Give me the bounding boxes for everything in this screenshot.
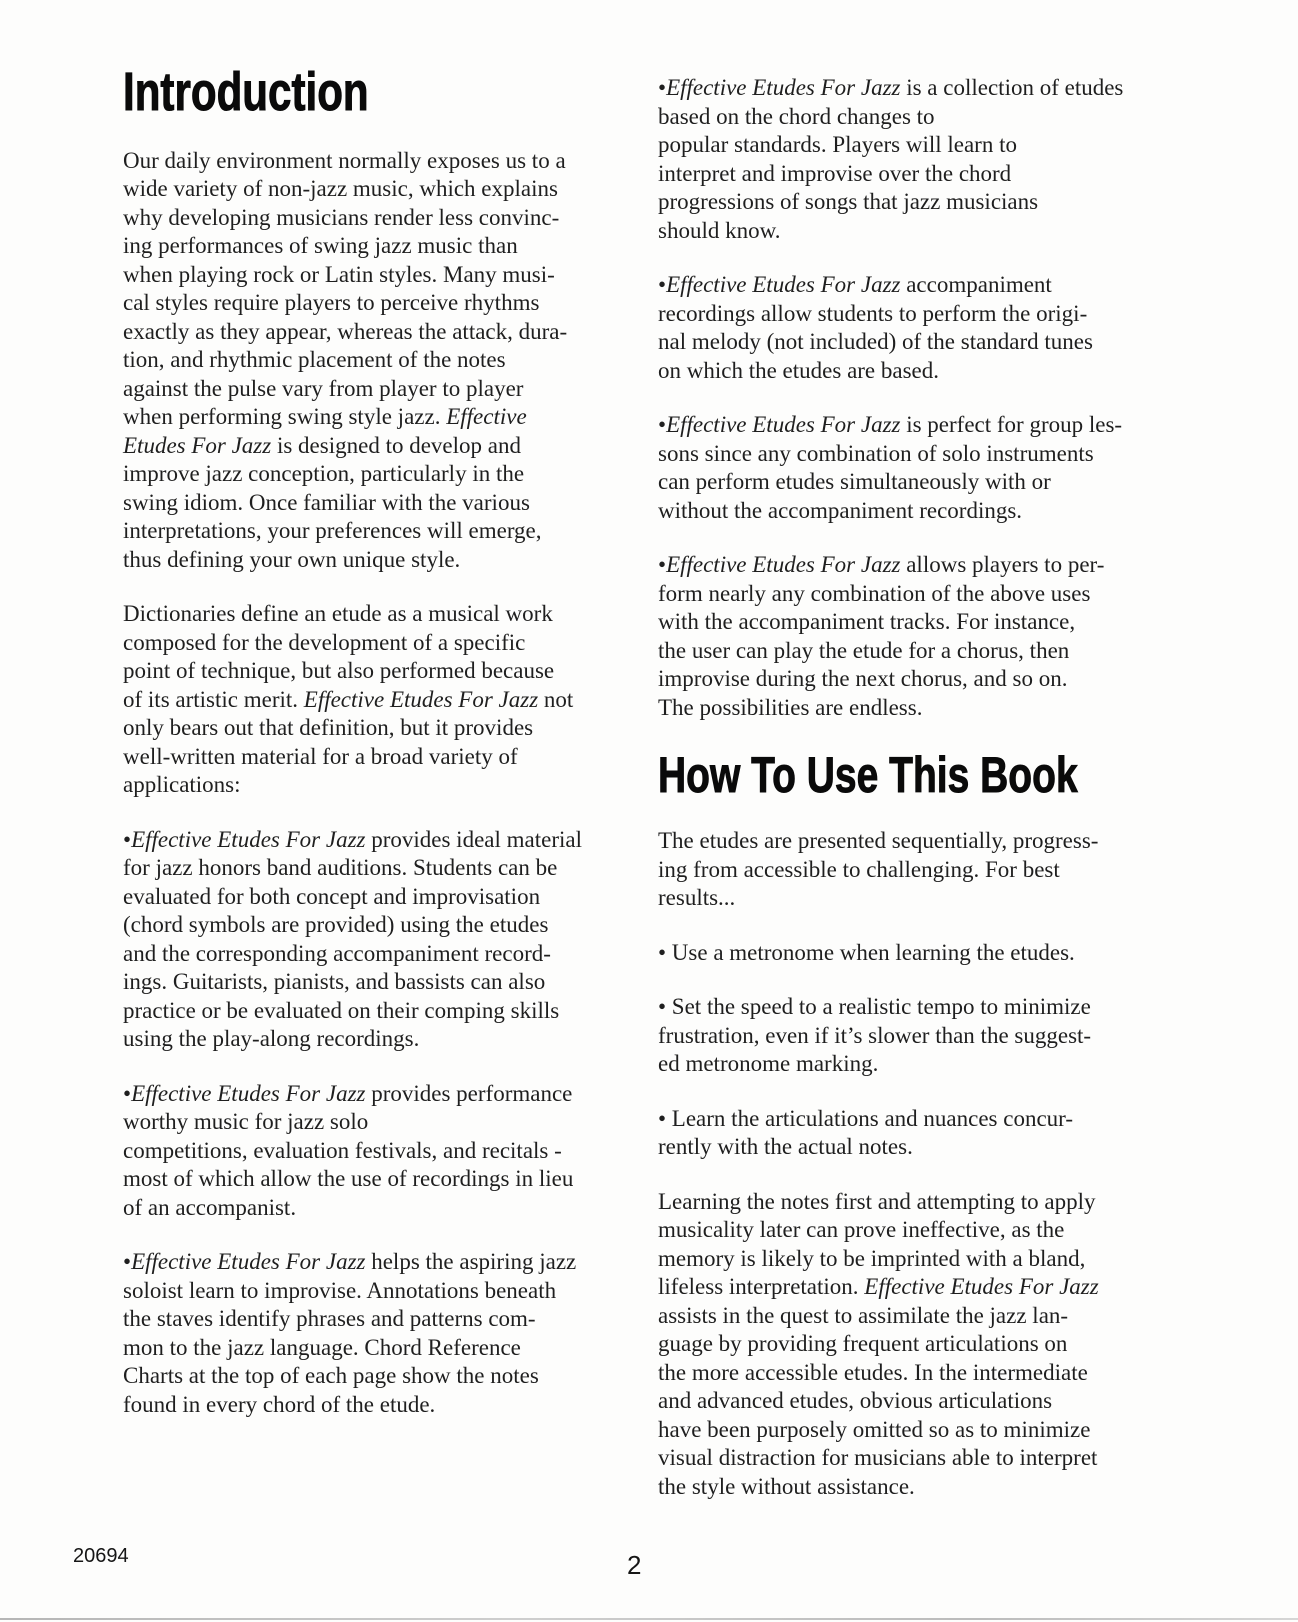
text-line: most of which allow the use of recordings in lieu [123,1166,574,1192]
text-line: worthy music for jazz solo [123,1109,369,1135]
text-line: with the accompaniment tracks. For instance, [658,609,1076,634]
text-line: why developing musicians render less convinc- [123,204,560,230]
text-line: ing from accessible to challenging. For best [658,856,1060,882]
text-line: thus defining your own unique style. [123,546,461,572]
text-line: ings. Guitarists, pianists, and bassists can also [123,969,546,995]
page-number: 2 [627,1550,642,1580]
text-line: improve jazz conception, particularly in the [123,461,525,487]
text-line: for jazz honors band auditions. Students can be [123,855,558,881]
bullet-paragraph [658,74,1148,245]
text-line: swing idiom. Once familiar with the various [123,489,530,515]
bullet-paragraph [658,411,1148,525]
text-line: recordings allow students to perform the origi- [658,300,1088,326]
text-line: and advanced etudes, obvious articulations [658,1388,1053,1413]
text-line: •Effective Etudes For Jazz is perfect for group les- [658,412,1123,437]
bullet-paragraph [123,1080,628,1223]
text-line: (chord symbols are provided) using the etudes [123,912,549,938]
text-line: of its artistic merit. Effective Etudes For Jazz not [123,686,574,712]
text-line: only bears out that definition, but it provides [123,715,534,741]
text-line: have been purposely omitted so as to minimize [658,1416,1091,1442]
text-line: composed for the development of a specific [123,629,526,655]
text-line: based on the chord changes to [658,103,935,129]
text-line: the user can play the etude for a chorus, then [658,637,1070,663]
catalog-number: 20694 [73,1545,129,1567]
right-column-text-bottom [658,827,1148,1501]
text-line: visual distraction for musicians able to interpret [658,1445,1098,1470]
section-heading: How To Use This Book [658,747,1078,803]
text-line: well-written material for a broad variety of [123,743,518,769]
text-line: form nearly any combination of the above uses [658,580,1091,606]
text-line: wide variety of non-jazz music, which explains [123,176,558,202]
text-line: •Effective Etudes For Jazz allows players to per- [658,552,1105,577]
text-line: lifeless interpretation. Effective Etudes For Jazz [658,1274,1099,1299]
paragraph [658,1188,1148,1502]
text-line: Etudes For Jazz is designed to develop and [123,432,521,458]
right-column-text-top [658,74,1148,722]
text-line: rently with the actual notes. [658,1134,913,1159]
text-line: The possibilities are endless. [658,694,923,720]
text-line: results... [658,885,736,910]
text-line: frustration, even if it’s slower than the suggest- [658,1022,1092,1048]
paragraph [123,600,628,800]
text-line: the more accessible etudes. In the intermediate [658,1359,1088,1385]
bullet-paragraph [658,1105,1148,1162]
text-line: interpret and improvise over the chord [658,160,1012,186]
left-column [123,64,628,1419]
text-line: •Effective Etudes For Jazz helps the aspiring jazz [123,1249,577,1275]
text-line: •Effective Etudes For Jazz provides performance [123,1080,573,1106]
text-line: • Set the speed to a realistic tempo to minimize [658,994,1091,1019]
text-line: the style without assistance. [658,1473,915,1499]
text-line: tion, and rhythmic placement of the notes [123,347,506,373]
text-line: improvise during the next chorus, and so on. [658,666,1068,691]
text-line: progressions of songs that jazz musicians [658,189,1039,214]
bullet-paragraph [123,826,628,1054]
text-line: Our daily environment normally exposes us to a [123,147,566,173]
text-line: memory is likely to be imprinted with a bland, [658,1245,1086,1271]
text-line: evaluated for both concept and improvisation [123,883,541,909]
text-line: without the accompaniment recordings. [658,497,1023,523]
text-line: The etudes are presented sequentially, progress- [658,828,1099,853]
text-line: when performing swing style jazz. Effective [123,404,527,430]
text-line: soloist learn to improvise. Annotations beneath [123,1277,557,1303]
text-line: sons since any combination of solo instruments [658,440,1094,466]
text-line: interpretations, your preferences will emerge, [123,518,542,544]
text-line: on which the etudes are based. [658,357,940,383]
bullet-paragraph [658,271,1148,385]
text-line: Dictionaries define an etude as a musical work [123,601,553,627]
text-line: practice or be evaluated on their comping skills [123,997,560,1023]
text-line: should know. [658,217,781,243]
text-line: nal melody (not included) of the standard tunes [658,329,1093,354]
bullet-paragraph [123,1248,628,1419]
text-line: when playing rock or Latin styles. Many musi- [123,261,555,287]
text-line: exactly as they appear, whereas the attack, dura- [123,318,568,344]
text-line: competitions, evaluation festivals, and recitals - [123,1137,562,1163]
text-line: popular standards. Players will learn to [658,132,1017,157]
text-line: •Effective Etudes For Jazz is a collection of etudes [658,75,1124,100]
text-line: using the play-along recordings. [123,1026,420,1052]
text-line: ing performances of swing jazz music than [123,233,518,259]
scan-edge-line [0,1618,1298,1620]
text-line: of an accompanist. [123,1194,297,1220]
text-line: guage by providing frequent articulations on [658,1331,1068,1356]
text-line: Learning the notes first and attempting to apply [658,1188,1096,1214]
text-line: and the corresponding accompaniment record- [123,940,551,966]
bullet-paragraph [658,939,1148,968]
right-column [658,74,1148,1501]
text-line: assists in the quest to assimilate the jazz lan- [658,1302,1069,1328]
text-line: ed metronome marking. [658,1051,879,1076]
text-line: •Effective Etudes For Jazz provides ideal material [123,826,582,852]
text-line: • Use a metronome when learning the etudes. [658,939,1075,965]
left-column-text [123,147,628,1420]
bullet-paragraph [658,993,1148,1079]
text-line: point of technique, but also performed because [123,658,555,684]
page-title: Introduction [123,62,369,122]
text-line: musicality later can prove ineffective, as the [658,1217,1065,1242]
text-line: can perform etudes simultaneously with or [658,469,1051,494]
text-line: against the pulse vary from player to player [123,375,524,401]
text-line: applications: [123,772,241,798]
text-line: found in every chord of the etude. [123,1391,436,1417]
paragraph [658,827,1148,913]
paragraph [123,147,628,575]
text-line: mon to the jazz language. Chord Reference [123,1334,521,1360]
text-line: the staves identify phrases and patterns com- [123,1306,536,1332]
text-line: • Learn the articulations and nuances concur- [658,1105,1074,1131]
text-line: •Effective Etudes For Jazz accompaniment [658,272,1052,297]
bullet-paragraph [658,551,1148,722]
text-line: cal styles require players to perceive rhythms [123,290,540,316]
text-line: Charts at the top of each page show the notes [123,1363,539,1389]
